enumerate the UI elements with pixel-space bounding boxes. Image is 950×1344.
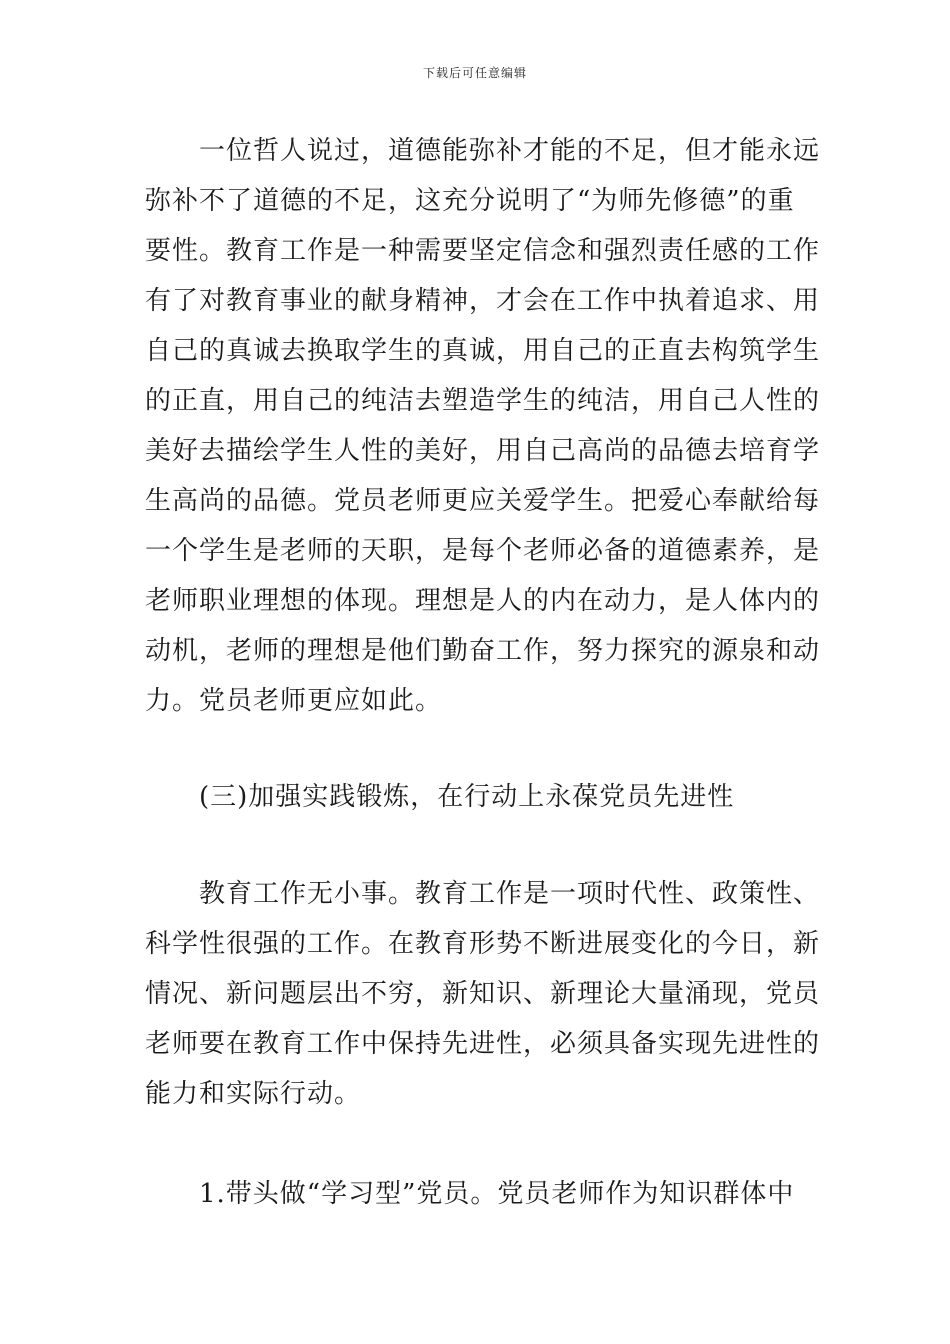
page-header: 下载后可任意编辑 bbox=[422, 66, 527, 80]
paragraph-1-line: 弥补不了道德的不足，这充分说明了“为师先修德”的重 bbox=[145, 186, 795, 216]
paragraph-1-line: 美好去描绘学生人性的美好，用自己高尚的品德去培育学 bbox=[145, 436, 821, 466]
paragraph-1-line: 动机，老师的理想是他们勤奋工作，努力探究的源泉和动 bbox=[145, 636, 821, 666]
paragraph-4-line: 1.带头做“学习型”党员。党员老师作为知识群体中 bbox=[145, 1179, 795, 1209]
paragraph-3-line: 能力和实际行动。 bbox=[145, 1079, 362, 1109]
paragraph-1-line: 一个学生是老师的天职，是每个老师必备的道德素养，是 bbox=[145, 536, 821, 566]
paragraph-1-line: 老师职业理想的体现。理想是人的内在动力，是人体内的 bbox=[145, 586, 821, 616]
paragraph-1-line: 力。党员老师更应如此。 bbox=[145, 686, 443, 716]
paragraph-1-line: 有了对教育事业的献身精神，才会在工作中执着追求、用 bbox=[145, 286, 821, 316]
paragraph-1-line: 的正直，用自己的纯洁去塑造学生的纯洁，用自己人性的 bbox=[145, 386, 821, 416]
paragraph-1-line: 自己的真诚去换取学生的真诚，用自己的正直去构筑学生 bbox=[145, 336, 821, 366]
paragraph-3-line: 老师要在教育工作中保持先进性，必须具备实现先进性的 bbox=[145, 1029, 821, 1059]
section-heading: (三)加强实践锻炼，在行动上永葆党员先进性 bbox=[145, 782, 735, 812]
paragraph-1-line: 一位哲人说过，道德能弥补才能的不足，但才能永远 bbox=[145, 136, 821, 166]
paragraph-3-line: 科学性很强的工作。在教育形势不断进展变化的今日，新 bbox=[145, 929, 821, 959]
paragraph-3-line: 教育工作无小事。教育工作是一项时代性、政策性、 bbox=[145, 879, 821, 909]
paragraph-1-line: 生高尚的品德。党员老师更应关爱学生。把爱心奉献给每 bbox=[145, 486, 821, 516]
paragraph-1-line: 要性。教育工作是一种需要坚定信念和强烈责任感的工作 bbox=[145, 236, 821, 266]
paragraph-3-line: 情况、新问题层出不穷，新知识、新理论大量涌现，党员 bbox=[145, 979, 821, 1009]
